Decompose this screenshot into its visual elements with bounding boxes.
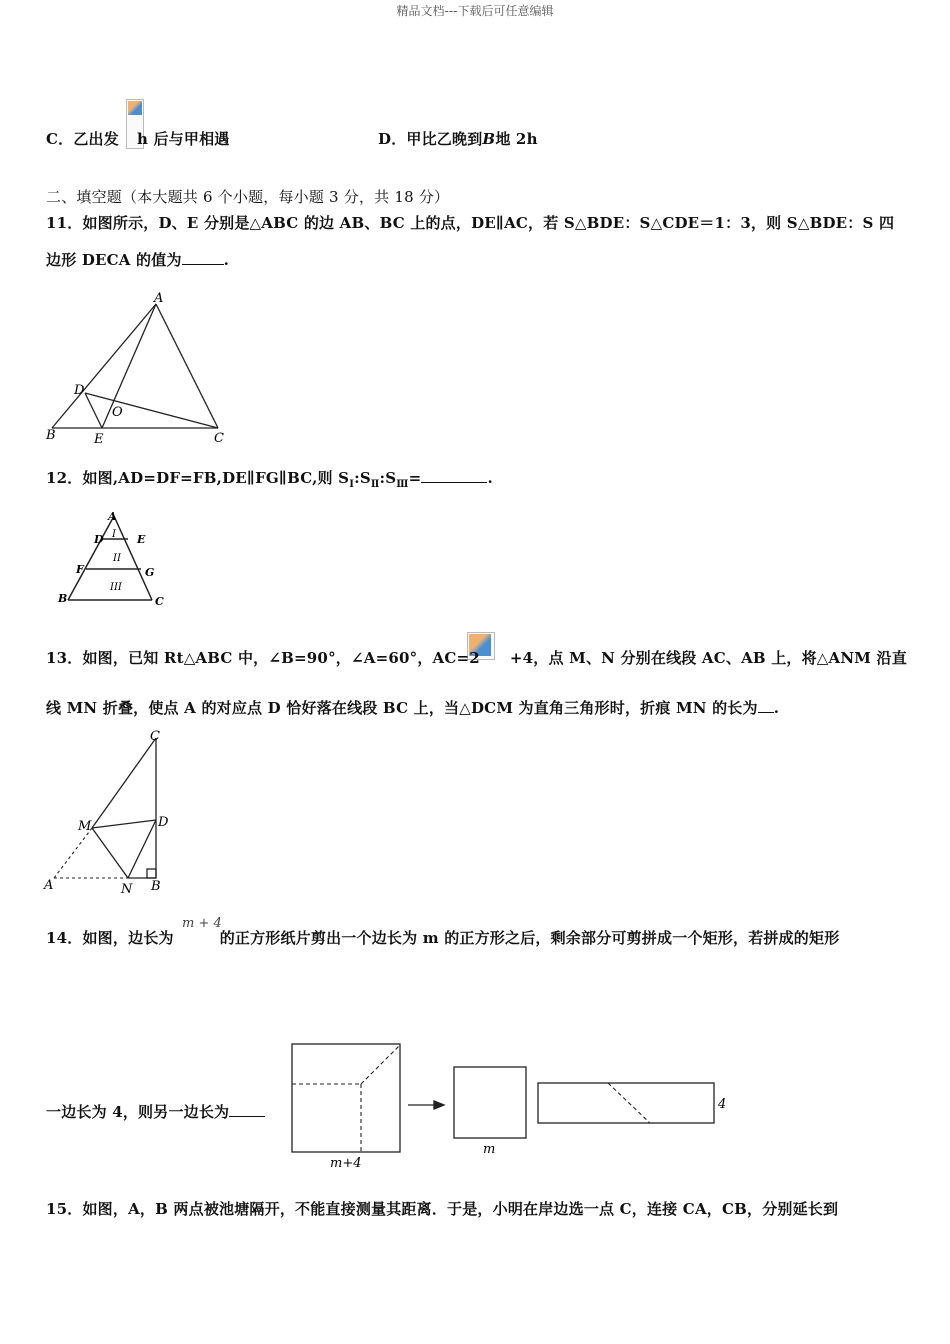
- q13-line1: [46, 647, 907, 668]
- segment-md: [92, 820, 156, 828]
- segment-mn: [92, 828, 128, 878]
- q13-line1-prefix: 13．如图，已知 Rt△ABC 中，∠B=90°，∠A=60°，AC=2: [46, 649, 480, 667]
- label-o: O: [112, 405, 123, 420]
- label-region-2: II: [113, 553, 121, 564]
- q14-suffix: 的正方形纸片剪出一个边长为 m 的正方形之后，剩余部分可剪拼成一个矩形，若拼成的矩形: [219, 929, 840, 947]
- section-title: 二、填空题（本大题共 6 个小题，每小题 3 分，共 18 分）: [46, 188, 450, 206]
- q12-sep1: :S: [354, 469, 371, 487]
- label-c: C: [150, 729, 160, 744]
- dashed-cut-diag: [361, 1045, 400, 1084]
- q14-figure: [286, 1038, 736, 1174]
- option-d-suffix: 地 2h: [495, 130, 538, 148]
- label-b: B: [151, 879, 161, 894]
- q11-line2-end: .: [223, 251, 230, 269]
- arrow-icon: [408, 1101, 444, 1109]
- option-d-prefix: D．甲比乙晚到: [378, 130, 483, 148]
- q14-prefix: 14．如图，边长为: [46, 929, 174, 947]
- q14-line1: [46, 927, 839, 948]
- answer-blank[interactable]: [758, 698, 774, 713]
- q12-line: [46, 467, 493, 490]
- answer-blank[interactable]: [229, 1102, 265, 1117]
- label-region-1: I: [112, 529, 116, 540]
- segment-de: [85, 393, 102, 428]
- label-d: D: [158, 815, 169, 830]
- q12-figure: [52, 506, 172, 608]
- q12-sub1: Ⅰ: [349, 479, 355, 490]
- q12-prefix: 12．如图,AD=DF=FB,DE∥FG∥BC,则 S: [46, 469, 350, 487]
- label-n: N: [121, 882, 133, 897]
- big-square: [292, 1044, 400, 1152]
- q13-line1-suffix: +4，点 M、N 分别在线段 AC、AB 上，将△ANM 沿直: [509, 649, 907, 667]
- label-b: B: [58, 592, 68, 605]
- label-c: C: [155, 595, 164, 608]
- option-c-prefix: C．乙出发: [46, 130, 119, 148]
- q12-sub3: Ⅲ: [396, 479, 409, 490]
- label-e: E: [137, 533, 146, 546]
- label-b: B: [46, 428, 56, 443]
- label-c: C: [214, 431, 224, 446]
- label-rect-side: 4: [718, 1097, 727, 1112]
- side-ac: [156, 304, 218, 428]
- label-a: A: [44, 878, 54, 893]
- q15-line1: 15．如图，A，B 两点被池塘隔开，不能直接测量其距离．于是，小明在岸边选一点 C，连接 CA，CB，分别延长到: [46, 1200, 839, 1218]
- segment-cm: [92, 738, 156, 828]
- q12-sub2: Ⅱ: [370, 479, 380, 490]
- label-d: D: [94, 533, 104, 546]
- dashed-rect-diag: [608, 1083, 650, 1123]
- option-d: [378, 128, 538, 149]
- q14-line2-text: 一边长为 4，则另一边长为: [46, 1103, 230, 1121]
- label-a: A: [108, 510, 117, 523]
- answer-blank[interactable]: [421, 468, 487, 483]
- dashed-am: [54, 828, 92, 878]
- q11-line2: [46, 249, 229, 270]
- right-angle-mark: [147, 869, 156, 878]
- side-ab: [52, 304, 156, 428]
- q11-line1: 11．如图所示，D、E 分别是△ABC 的边 AB、BC 上的点，DE∥AC，若 S△BDE：S△CDE＝1：3，则 S△BDE：S 四: [46, 214, 895, 232]
- q12-sep2: :S: [379, 469, 397, 487]
- q13-line2: [46, 697, 779, 718]
- q13-figure: [42, 726, 182, 898]
- page-header: 精品文档---下载后可任意编辑: [396, 4, 554, 18]
- answer-blank[interactable]: [182, 250, 224, 265]
- label-small-side: m: [483, 1142, 496, 1157]
- small-square: [454, 1067, 526, 1138]
- q11-line2-text: 边形 DECA 的值为: [46, 251, 182, 269]
- side-ab: [68, 516, 114, 600]
- q13-line2-end: .: [773, 699, 780, 717]
- q13-line2-text: 线 MN 折叠，使点 A 的对应点 D 恰好落在线段 BC 上，当△DCM 为直角三角形时，折痕 MN 的长为: [46, 699, 758, 717]
- option-d-italic: B: [482, 130, 496, 148]
- label-big-side: m+4: [330, 1156, 362, 1171]
- q14-formula: m + 4: [182, 916, 222, 931]
- label-d: D: [74, 383, 85, 398]
- q12-end: .: [487, 469, 493, 487]
- option-c: [46, 128, 229, 149]
- result-rectangle: [538, 1083, 714, 1123]
- label-region-3: III: [110, 582, 122, 593]
- q12-suffix: =: [408, 469, 422, 487]
- label-f: F: [76, 563, 84, 576]
- label-e: E: [94, 432, 104, 447]
- q11-figure: [44, 288, 244, 448]
- label-a: A: [154, 291, 164, 306]
- label-g: G: [145, 566, 155, 579]
- q14-line2: [46, 1101, 265, 1122]
- label-m: M: [78, 819, 92, 834]
- option-c-suffix: h 后与甲相遇: [136, 130, 230, 148]
